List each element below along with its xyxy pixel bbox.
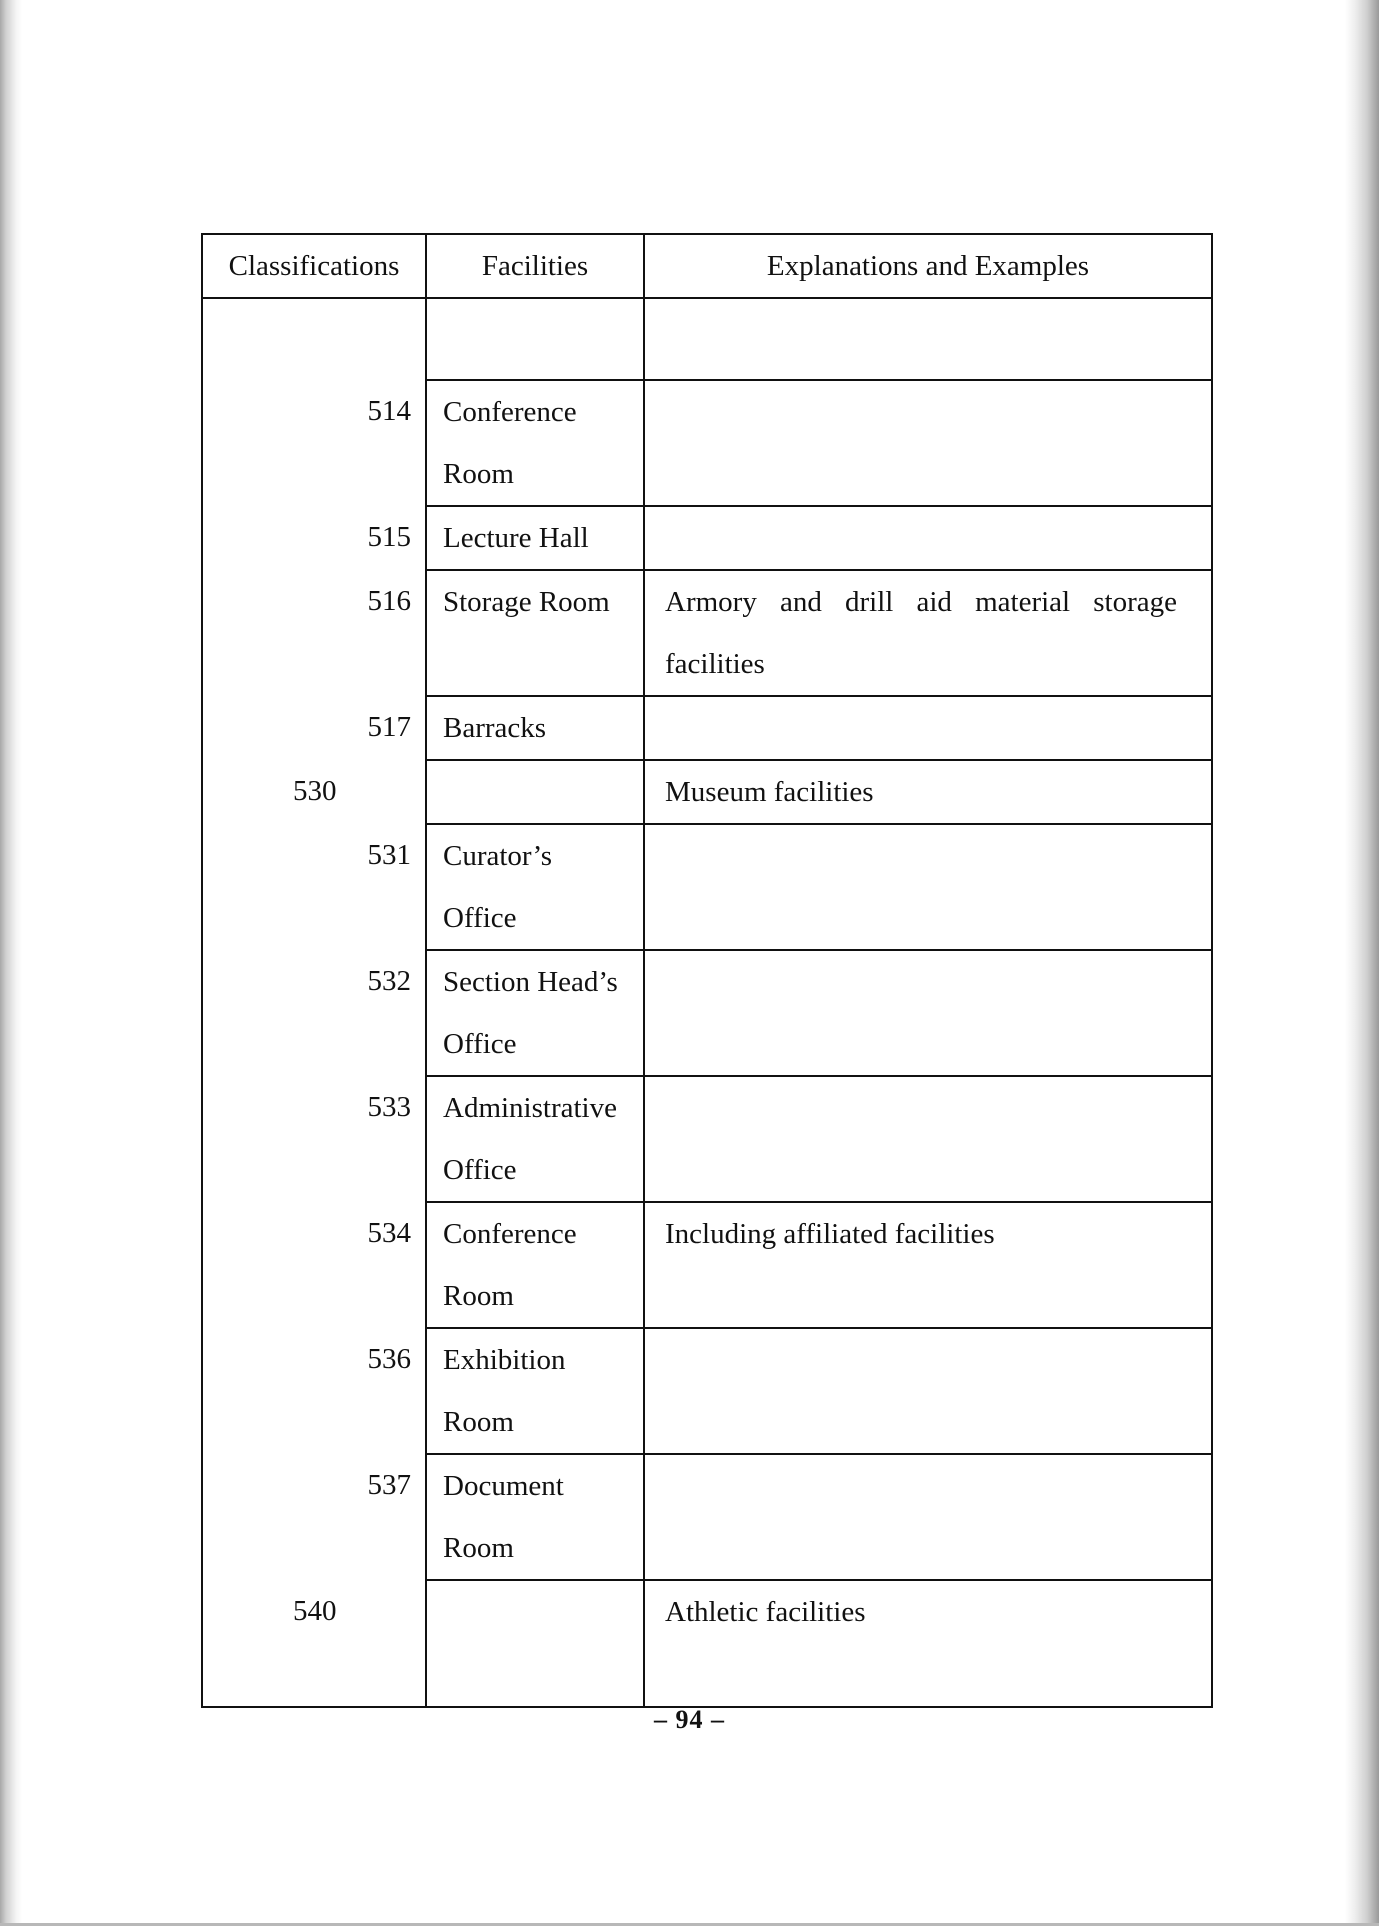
classification-number: 533 — [367, 1091, 411, 1123]
facility-name: Room — [443, 1406, 514, 1438]
classification-number: 534 — [367, 1217, 411, 1249]
classification-number: 515 — [367, 521, 411, 553]
table-row — [202, 696, 1212, 760]
explanation-cell — [644, 1328, 1212, 1454]
explanation-cell — [644, 696, 1212, 760]
table-header-row — [202, 234, 1212, 298]
explanation-cell — [644, 1454, 1212, 1580]
facility-name: Conference — [443, 1218, 577, 1250]
table-row — [202, 1076, 1212, 1202]
facility-name: Administrative — [443, 1092, 617, 1124]
table-row — [202, 760, 1212, 824]
facility-name: Office — [443, 1028, 517, 1060]
classification-number: 537 — [367, 1469, 411, 1501]
facility-cell — [426, 760, 644, 824]
explanation-text: Athletic facilities — [665, 1596, 866, 1628]
facility-cell — [426, 696, 644, 760]
table-row — [202, 506, 1212, 570]
classification-cell — [202, 1454, 426, 1580]
explanation-text: Museum facilities — [665, 776, 874, 808]
explanation-cell — [644, 1202, 1212, 1328]
classification-cell — [202, 380, 426, 506]
table-row — [202, 824, 1212, 950]
table-row — [202, 570, 1212, 696]
explanation-cell — [644, 380, 1212, 506]
facility-name: Lecture Hall — [443, 522, 589, 554]
facility-name: Exhibition — [443, 1344, 566, 1376]
classification-cell — [202, 1202, 426, 1328]
classification-number: 517 — [367, 711, 411, 743]
classification-number: 540 — [293, 1595, 337, 1627]
facility-cell — [426, 506, 644, 570]
explanation-text: facilities — [665, 648, 765, 680]
facility-cell — [426, 950, 644, 1076]
header-classifications: Classifications — [202, 234, 426, 298]
page-number: – 94 – — [654, 1705, 725, 1734]
table-row — [202, 1328, 1212, 1454]
classification-cell — [202, 1580, 426, 1707]
table-row — [202, 1454, 1212, 1580]
classification-number: 532 — [367, 965, 411, 997]
table-row — [202, 950, 1212, 1076]
header-facilities: Facilities — [426, 234, 644, 298]
facility-cell — [426, 824, 644, 950]
facility-cell — [426, 380, 644, 506]
facility-name: Room — [443, 1532, 514, 1564]
facility-name: Office — [443, 1154, 517, 1186]
explanation-cell — [644, 1580, 1212, 1707]
classification-cell — [202, 570, 426, 696]
classification-cell — [202, 1076, 426, 1202]
classification-number: 531 — [367, 839, 411, 871]
explanation-text: Including affiliated facilities — [665, 1218, 995, 1250]
facility-name: Curator’s — [443, 840, 553, 872]
explanation-cell — [644, 760, 1212, 824]
facility-name: Room — [443, 1280, 514, 1312]
explanation-cell — [644, 1076, 1212, 1202]
facility-name: Barracks — [443, 712, 547, 744]
explanation-cell — [644, 824, 1212, 950]
facility-name: Document — [443, 1470, 564, 1502]
facility-cell — [426, 570, 644, 696]
classification-number: 530 — [293, 775, 337, 807]
table-row — [202, 1202, 1212, 1328]
classification-cell — [202, 506, 426, 570]
facility-name: Room — [443, 458, 514, 490]
facility-cell — [426, 1076, 644, 1202]
facility-cell — [426, 1202, 644, 1328]
classification-cell — [202, 824, 426, 950]
table-spacer-row — [202, 298, 1212, 380]
classification-number: 514 — [367, 395, 411, 427]
classification-cell — [202, 696, 426, 760]
page-right-edge — [1345, 0, 1379, 1926]
facility-cell — [426, 1454, 644, 1580]
classification-cell — [202, 950, 426, 1076]
classification-cell — [202, 1328, 426, 1454]
facility-name: Storage Room — [443, 586, 610, 618]
explanation-text: Armory and drill aid material storage — [665, 586, 1177, 618]
classification-number: 536 — [367, 1343, 411, 1375]
facilities-table — [201, 233, 1213, 1708]
facility-name: Office — [443, 902, 517, 934]
table-row — [202, 380, 1212, 506]
facility-name: Section Head’s — [443, 966, 618, 998]
facility-cell — [426, 1328, 644, 1454]
facility-name: Conference — [443, 396, 577, 428]
table-row — [202, 1580, 1212, 1707]
header-explanations: Explanations and Examples — [644, 234, 1212, 298]
explanation-cell — [644, 950, 1212, 1076]
page-left-edge — [0, 0, 22, 1926]
classification-cell — [202, 760, 426, 824]
explanation-cell — [644, 570, 1212, 696]
explanation-cell — [644, 506, 1212, 570]
classification-number: 516 — [367, 585, 411, 617]
facility-cell — [426, 1580, 644, 1707]
